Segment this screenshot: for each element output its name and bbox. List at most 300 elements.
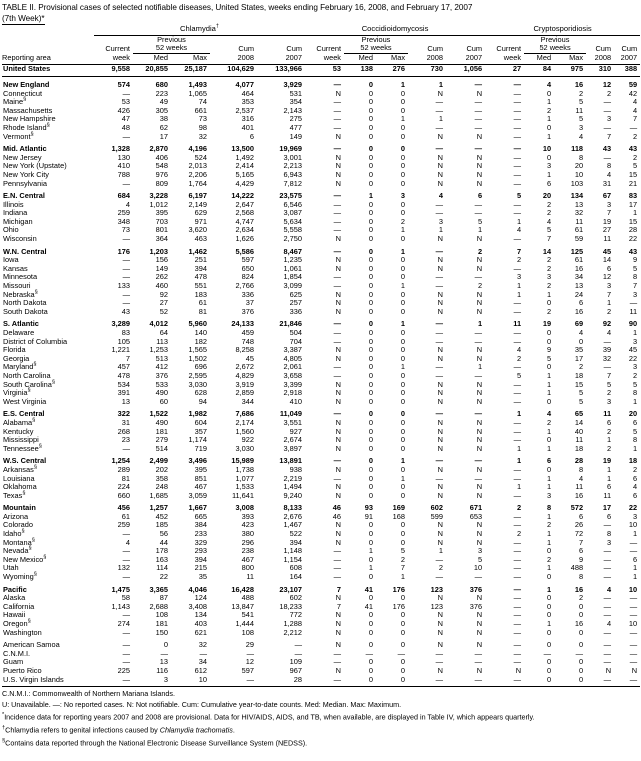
table-cell: 104,629 <box>227 64 254 74</box>
table-cell: 7 <box>125 353 130 363</box>
row-area-label: C.N.M.I. <box>3 648 31 658</box>
table-cell: N <box>476 345 483 355</box>
table-cell: 0 <box>400 97 406 107</box>
group-header-chlamydia: Chlamydia† <box>94 25 305 35</box>
table-cell: 1,502 <box>188 353 207 363</box>
table-cell: N <box>335 490 342 500</box>
table-cell: — <box>513 88 522 98</box>
table-cell: — <box>603 640 612 650</box>
table-cell: 233 <box>194 529 207 539</box>
table-cell: — <box>603 105 612 115</box>
table-cell: 3 <box>606 396 612 406</box>
row-area-label: Vermont§ <box>3 131 34 141</box>
table-cell: 0 <box>368 328 374 337</box>
table-cell: 13 <box>121 396 130 406</box>
table-cell: 3 <box>606 537 612 547</box>
table-cell: 660 <box>117 490 130 500</box>
table-cell: 456 <box>117 503 130 513</box>
table-cell: 2,647 <box>235 199 254 209</box>
table-cell: — <box>435 319 444 329</box>
table-row <box>2 457 640 466</box>
table-cell: 534 <box>117 379 130 389</box>
table-cell: 293 <box>194 546 207 556</box>
subheader-row <box>2 53 640 62</box>
table-cell: 134 <box>194 610 207 620</box>
table-cell: — <box>333 362 342 372</box>
footnote-section-symbol: § <box>2 737 6 744</box>
table-cell: 395 <box>194 464 207 474</box>
table-cell: — <box>474 473 483 483</box>
table-cell: — <box>333 208 342 218</box>
table-cell: 0 <box>578 674 584 684</box>
table-cell: 305 <box>155 105 168 115</box>
row-area-label: Alabama§ <box>3 417 36 427</box>
table-cell: 394 <box>194 263 207 273</box>
table-cell: 164 <box>289 572 303 582</box>
table-cell: 35 <box>574 345 584 355</box>
table-cell: — <box>122 627 130 637</box>
table-cell: 4,077 <box>235 79 254 89</box>
table-cell: — <box>513 640 522 650</box>
table-cell: N <box>335 152 342 162</box>
row-footnote-marker: § <box>43 554 47 561</box>
table-cell: 1,077 <box>235 473 254 483</box>
table-cell: N <box>476 610 483 620</box>
table-cell: 276 <box>392 64 406 74</box>
table-row <box>2 226 640 235</box>
row-area-label: Tennessee§ <box>3 443 42 453</box>
table-cell: 0 <box>368 657 374 667</box>
table-cell: 504 <box>289 328 303 337</box>
table-cell: — <box>435 208 444 218</box>
title-line-1: TABLE II. Provisional cases of selected notifiable diseases, United States, weeks ending February 16, 2008, and February 17, 2007 <box>2 3 473 12</box>
table-cell: N <box>437 306 444 316</box>
row-footnote-marker: § <box>51 379 56 386</box>
table-cell: 1,522 <box>149 409 168 419</box>
table-cell: 0 <box>400 161 406 171</box>
table-cell: 2,595 <box>188 370 207 380</box>
table-cell: 0 <box>368 379 374 389</box>
table-cell: — <box>603 336 612 346</box>
table-cell: 46 <box>332 511 342 521</box>
table-cell: 391 <box>117 388 130 398</box>
table-cell: 296 <box>241 537 254 547</box>
table-row <box>2 291 640 300</box>
row-area-label: Kentucky <box>3 426 34 436</box>
table-cell: 2 <box>546 554 552 564</box>
table-cell: — <box>513 572 522 582</box>
table-cell: 3 <box>516 272 522 282</box>
previous-label-cocci: Previous <box>361 34 391 44</box>
table-cell: 628 <box>194 388 207 398</box>
table-cell: — <box>629 657 638 667</box>
table-cell: 34 <box>198 657 207 667</box>
table-row <box>2 521 640 530</box>
table-cell: N <box>476 131 483 141</box>
table-row <box>2 586 640 595</box>
table-cell: N <box>476 426 483 436</box>
table-cell: 1 <box>606 298 612 308</box>
table-cell: 0 <box>368 114 374 124</box>
table-cell: 73 <box>121 225 130 235</box>
table-cell: 0 <box>368 464 374 474</box>
table-cell: N <box>437 396 444 406</box>
colhead-current-chlamydia: Current <box>105 43 130 53</box>
table-cell: 0 <box>400 152 406 162</box>
table-cell: — <box>629 674 638 684</box>
table-cell: 329 <box>194 537 207 547</box>
row-footnote-marker: § <box>21 528 25 535</box>
table-cell: 9 <box>632 255 638 265</box>
table-cell: 215 <box>194 563 207 573</box>
table-cell: 20,855 <box>145 64 168 74</box>
table-cell: 2 <box>516 255 522 265</box>
table-cell: 8 <box>632 435 638 445</box>
table-cell: 3,289 <box>111 319 130 329</box>
table-cell: — <box>333 648 342 658</box>
table-cell: 2,870 <box>149 144 168 154</box>
table-cell: N <box>335 379 342 389</box>
table-cell: 1 <box>632 572 638 582</box>
table-cell: — <box>603 627 612 637</box>
table-cell: 59 <box>574 234 584 244</box>
table-cell: 1 <box>546 619 552 628</box>
table-cell: 2 <box>477 246 483 256</box>
table-cell: N <box>437 443 444 453</box>
table-cell: 1,143 <box>111 601 130 611</box>
table-cell: 0 <box>546 640 552 650</box>
table-cell: 1 <box>400 246 406 256</box>
row-area-label: E.N. Central <box>3 191 45 201</box>
table-cell: 3 <box>578 122 584 132</box>
table-cell: 1 <box>516 216 522 226</box>
table-cell: 0 <box>368 208 374 218</box>
table-cell: 27 <box>602 225 612 235</box>
table-cell: 3,919 <box>235 379 254 389</box>
row-footnote-marker: § <box>34 289 38 296</box>
table-cell: — <box>474 97 483 107</box>
row-area-label: S. Atlantic <box>3 319 39 329</box>
table-cell: N <box>335 593 342 603</box>
table-cell: — <box>513 464 522 474</box>
row-area-label: West Virginia <box>3 396 47 406</box>
table-cell: 922 <box>241 435 254 445</box>
table-cell: 2,143 <box>283 105 303 115</box>
table-cell: 2 <box>632 370 638 380</box>
table-cell: 279 <box>155 435 168 445</box>
table-cell: — <box>513 396 522 406</box>
table-cell: 2 <box>606 426 612 436</box>
table-cell: 0 <box>368 396 374 406</box>
table-cell: 4 <box>606 584 612 594</box>
table-cell: 2 <box>546 255 552 265</box>
table-cell: 0 <box>368 281 374 291</box>
table-cell: 225 <box>117 665 130 675</box>
table-cell: — <box>122 178 130 188</box>
table-cell: — <box>122 255 130 265</box>
table-cell: 452 <box>155 511 168 521</box>
table-cell: N <box>335 88 342 98</box>
table-cell: 6 <box>606 482 612 492</box>
table-cell: 9 <box>578 554 584 564</box>
table-cell: 625 <box>289 289 303 299</box>
table-cell: 149 <box>289 131 303 141</box>
table-row <box>2 355 640 364</box>
table-cell: 8 <box>578 464 584 474</box>
row-area-label: E.S. Central <box>3 409 45 419</box>
table-cell: N <box>476 353 483 363</box>
table-row <box>2 124 640 133</box>
table-cell: 344 <box>241 396 254 406</box>
weeks-label-cocci: 52 weeks <box>344 44 408 53</box>
table-cell: — <box>474 370 483 380</box>
table-cell: 0 <box>400 263 406 273</box>
table-cell: N <box>476 263 483 273</box>
table-cell: 0 <box>400 353 406 363</box>
table-row <box>2 372 640 381</box>
table-cell: 2 <box>400 554 406 564</box>
table-cell: N <box>437 619 444 628</box>
table-cell: — <box>122 298 130 308</box>
table-cell: 11 <box>629 306 638 316</box>
table-cell: 3 <box>477 546 483 556</box>
table-row <box>2 629 640 638</box>
table-cell: 61 <box>198 298 207 308</box>
table-cell: 8 <box>606 161 612 171</box>
table-cell: 1 <box>516 443 522 453</box>
table-cell: — <box>435 554 444 564</box>
table-cell: 0 <box>400 178 406 188</box>
table-body <box>2 65 640 687</box>
table-cell: 478 <box>117 370 130 380</box>
table-cell: 6 <box>632 473 638 483</box>
table-cell: — <box>122 657 130 667</box>
table-cell: — <box>513 298 522 308</box>
table-cell: — <box>603 674 612 684</box>
table-row <box>2 235 640 244</box>
table-cell: — <box>603 572 612 582</box>
table-cell: N <box>335 417 342 427</box>
table-cell: N <box>476 537 483 547</box>
table-cell: 11 <box>575 216 584 226</box>
table-cell: 4 <box>632 105 638 115</box>
colhead-cum-chlamydia-1: Cum <box>238 43 254 53</box>
table-cell: 2 <box>578 593 584 603</box>
row-footnote-marker: § <box>33 361 37 368</box>
table-cell: 140 <box>194 328 207 337</box>
row-area-label: Indiana <box>3 208 28 218</box>
table-cell: — <box>365 648 374 658</box>
table-cell: 11 <box>603 409 612 419</box>
table-cell: 37 <box>245 298 254 308</box>
table-cell: 123 <box>430 584 444 594</box>
table-cell: 403 <box>194 619 207 628</box>
table-row <box>2 504 640 513</box>
table-cell: — <box>603 152 612 162</box>
table-cell: 0 <box>368 520 374 530</box>
footnotes <box>2 689 639 748</box>
table-cell: 4 <box>516 225 522 235</box>
table-cell: N <box>335 345 342 355</box>
table-cell: 8 <box>578 572 584 582</box>
row-area-label: Maryland§ <box>3 361 37 372</box>
table-cell: 1,982 <box>188 409 207 419</box>
table-cell: — <box>333 114 342 124</box>
table-cell: 224 <box>117 482 130 492</box>
table-cell: 32 <box>602 353 612 363</box>
table-cell: 8,133 <box>283 503 303 513</box>
row-area-label: Louisiana <box>3 473 35 483</box>
table-cell: — <box>333 554 342 564</box>
table-cell: — <box>435 281 444 291</box>
table-cell: 3,496 <box>188 456 207 466</box>
table-cell: 572 <box>570 503 584 513</box>
table-cell: 0 <box>578 657 584 667</box>
table-cell: 18 <box>574 443 584 453</box>
row-area-label: Puerto Rico <box>3 665 42 675</box>
table-cell: — <box>435 456 444 466</box>
table-cell: 336 <box>289 306 303 316</box>
table-cell: 4 <box>438 191 444 201</box>
table-cell: 1 <box>632 529 638 539</box>
table-cell: 5 <box>578 388 584 398</box>
table-cell: 1,467 <box>283 520 303 530</box>
table-cell: 3,059 <box>188 490 207 500</box>
table-row <box>2 547 640 556</box>
group-header-cryptosporidiosis: Cryptosporidiosis <box>485 25 640 35</box>
table-cell: — <box>513 388 522 398</box>
table-cell: 5 <box>578 97 584 107</box>
table-cell: 0 <box>546 610 552 620</box>
table-cell: 274 <box>117 619 130 628</box>
table-cell: — <box>122 443 130 453</box>
table-cell: 2,674 <box>283 435 303 445</box>
table-cell: N <box>437 131 444 141</box>
table-cell: N <box>335 353 342 363</box>
table-cell: — <box>513 435 522 445</box>
table-cell: 1,328 <box>111 144 130 154</box>
table-cell: — <box>435 272 444 282</box>
table-cell: 41 <box>364 601 374 611</box>
table-cell: 0 <box>368 640 374 650</box>
table-cell: N <box>437 482 444 492</box>
table-cell: 0 <box>400 482 406 492</box>
table-cell: 0 <box>578 665 584 675</box>
table-cell: — <box>333 79 342 89</box>
table-cell: 1 <box>400 79 406 89</box>
table-cell: 1,493 <box>188 79 207 89</box>
row-footnote-marker: § <box>30 131 34 138</box>
table-cell: 423 <box>241 520 254 530</box>
table-cell: — <box>435 246 444 256</box>
row-footnote-marker: § <box>38 443 42 450</box>
table-cell: N <box>335 396 342 406</box>
table-cell: 275 <box>289 114 303 124</box>
table-cell: 5 <box>400 546 406 556</box>
row-area-label: New England <box>3 79 50 89</box>
table-cell: 5,960 <box>188 319 207 329</box>
table-row <box>2 564 640 573</box>
table-cell: 464 <box>241 88 254 98</box>
table-cell: 7 <box>400 563 406 573</box>
table-row <box>2 410 640 419</box>
table-cell: 0 <box>400 306 406 316</box>
table-cell: 4 <box>632 97 638 107</box>
table-row <box>2 218 640 227</box>
table-cell: 353 <box>241 97 254 107</box>
table-cell: 8 <box>578 152 584 162</box>
table-cell: — <box>513 426 522 436</box>
table-cell: — <box>122 263 130 273</box>
table-cell: 0 <box>368 490 374 500</box>
table-cell: 22 <box>628 353 638 363</box>
page-title <box>0 0 641 25</box>
table-cell: 488 <box>241 593 254 603</box>
table-cell: 2 <box>606 88 612 98</box>
table-row <box>2 594 640 603</box>
table-cell: 401 <box>241 122 254 132</box>
table-cell: 4 <box>606 328 612 337</box>
table-cell: 2 <box>546 281 552 291</box>
table-cell: 1,685 <box>149 490 168 500</box>
table-cell: 17 <box>574 353 584 363</box>
table-cell: — <box>575 648 584 658</box>
table-cell: 1 <box>546 563 552 573</box>
table-cell: 0 <box>400 122 406 132</box>
table-cell: 10 <box>542 144 552 154</box>
table-cell: 10 <box>198 674 207 684</box>
table-cell: 61 <box>574 255 584 265</box>
table-cell: — <box>603 554 612 564</box>
table-cell: 3 <box>632 336 638 346</box>
colhead-cum-crypto-2: Cum <box>621 43 638 53</box>
table-cell: 8 <box>632 388 638 398</box>
colhead-med-cocci: Med <box>358 52 374 62</box>
table-cell: 12 <box>602 79 612 89</box>
table-cell: 1,065 <box>188 88 207 98</box>
table-row <box>2 475 640 484</box>
table-cell: — <box>474 114 483 124</box>
table-cell: 376 <box>469 584 483 594</box>
table-cell: 150 <box>155 627 168 637</box>
colhead-week-cocci: week <box>323 52 342 62</box>
table-cell: 2 <box>606 443 612 453</box>
row-area-label: District of Columbia <box>3 336 68 346</box>
table-cell: 11 <box>513 319 522 329</box>
weeks-label-chlamydia: 52 weeks <box>133 44 210 53</box>
table-cell: 0 <box>368 306 374 316</box>
table-cell: 0 <box>400 328 406 337</box>
table-cell: 1 <box>477 362 483 372</box>
table-row <box>2 556 640 565</box>
table-cell: — <box>513 263 522 273</box>
table-cell: — <box>435 105 444 115</box>
table-row <box>2 419 640 428</box>
table-cell: 0 <box>400 255 406 265</box>
table-cell: 10 <box>473 563 483 573</box>
table-row <box>2 513 640 522</box>
table-cell: 116 <box>156 665 168 675</box>
table-cell: 22 <box>628 503 638 513</box>
table-cell: — <box>603 122 612 132</box>
table-cell: — <box>435 409 444 419</box>
table-cell: 29 <box>245 640 254 650</box>
table-cell: N <box>605 665 612 675</box>
table-cell: 27 <box>159 298 168 308</box>
table-row <box>2 133 640 142</box>
table-cell: 1 <box>546 473 552 483</box>
table-cell: 181 <box>155 426 168 436</box>
